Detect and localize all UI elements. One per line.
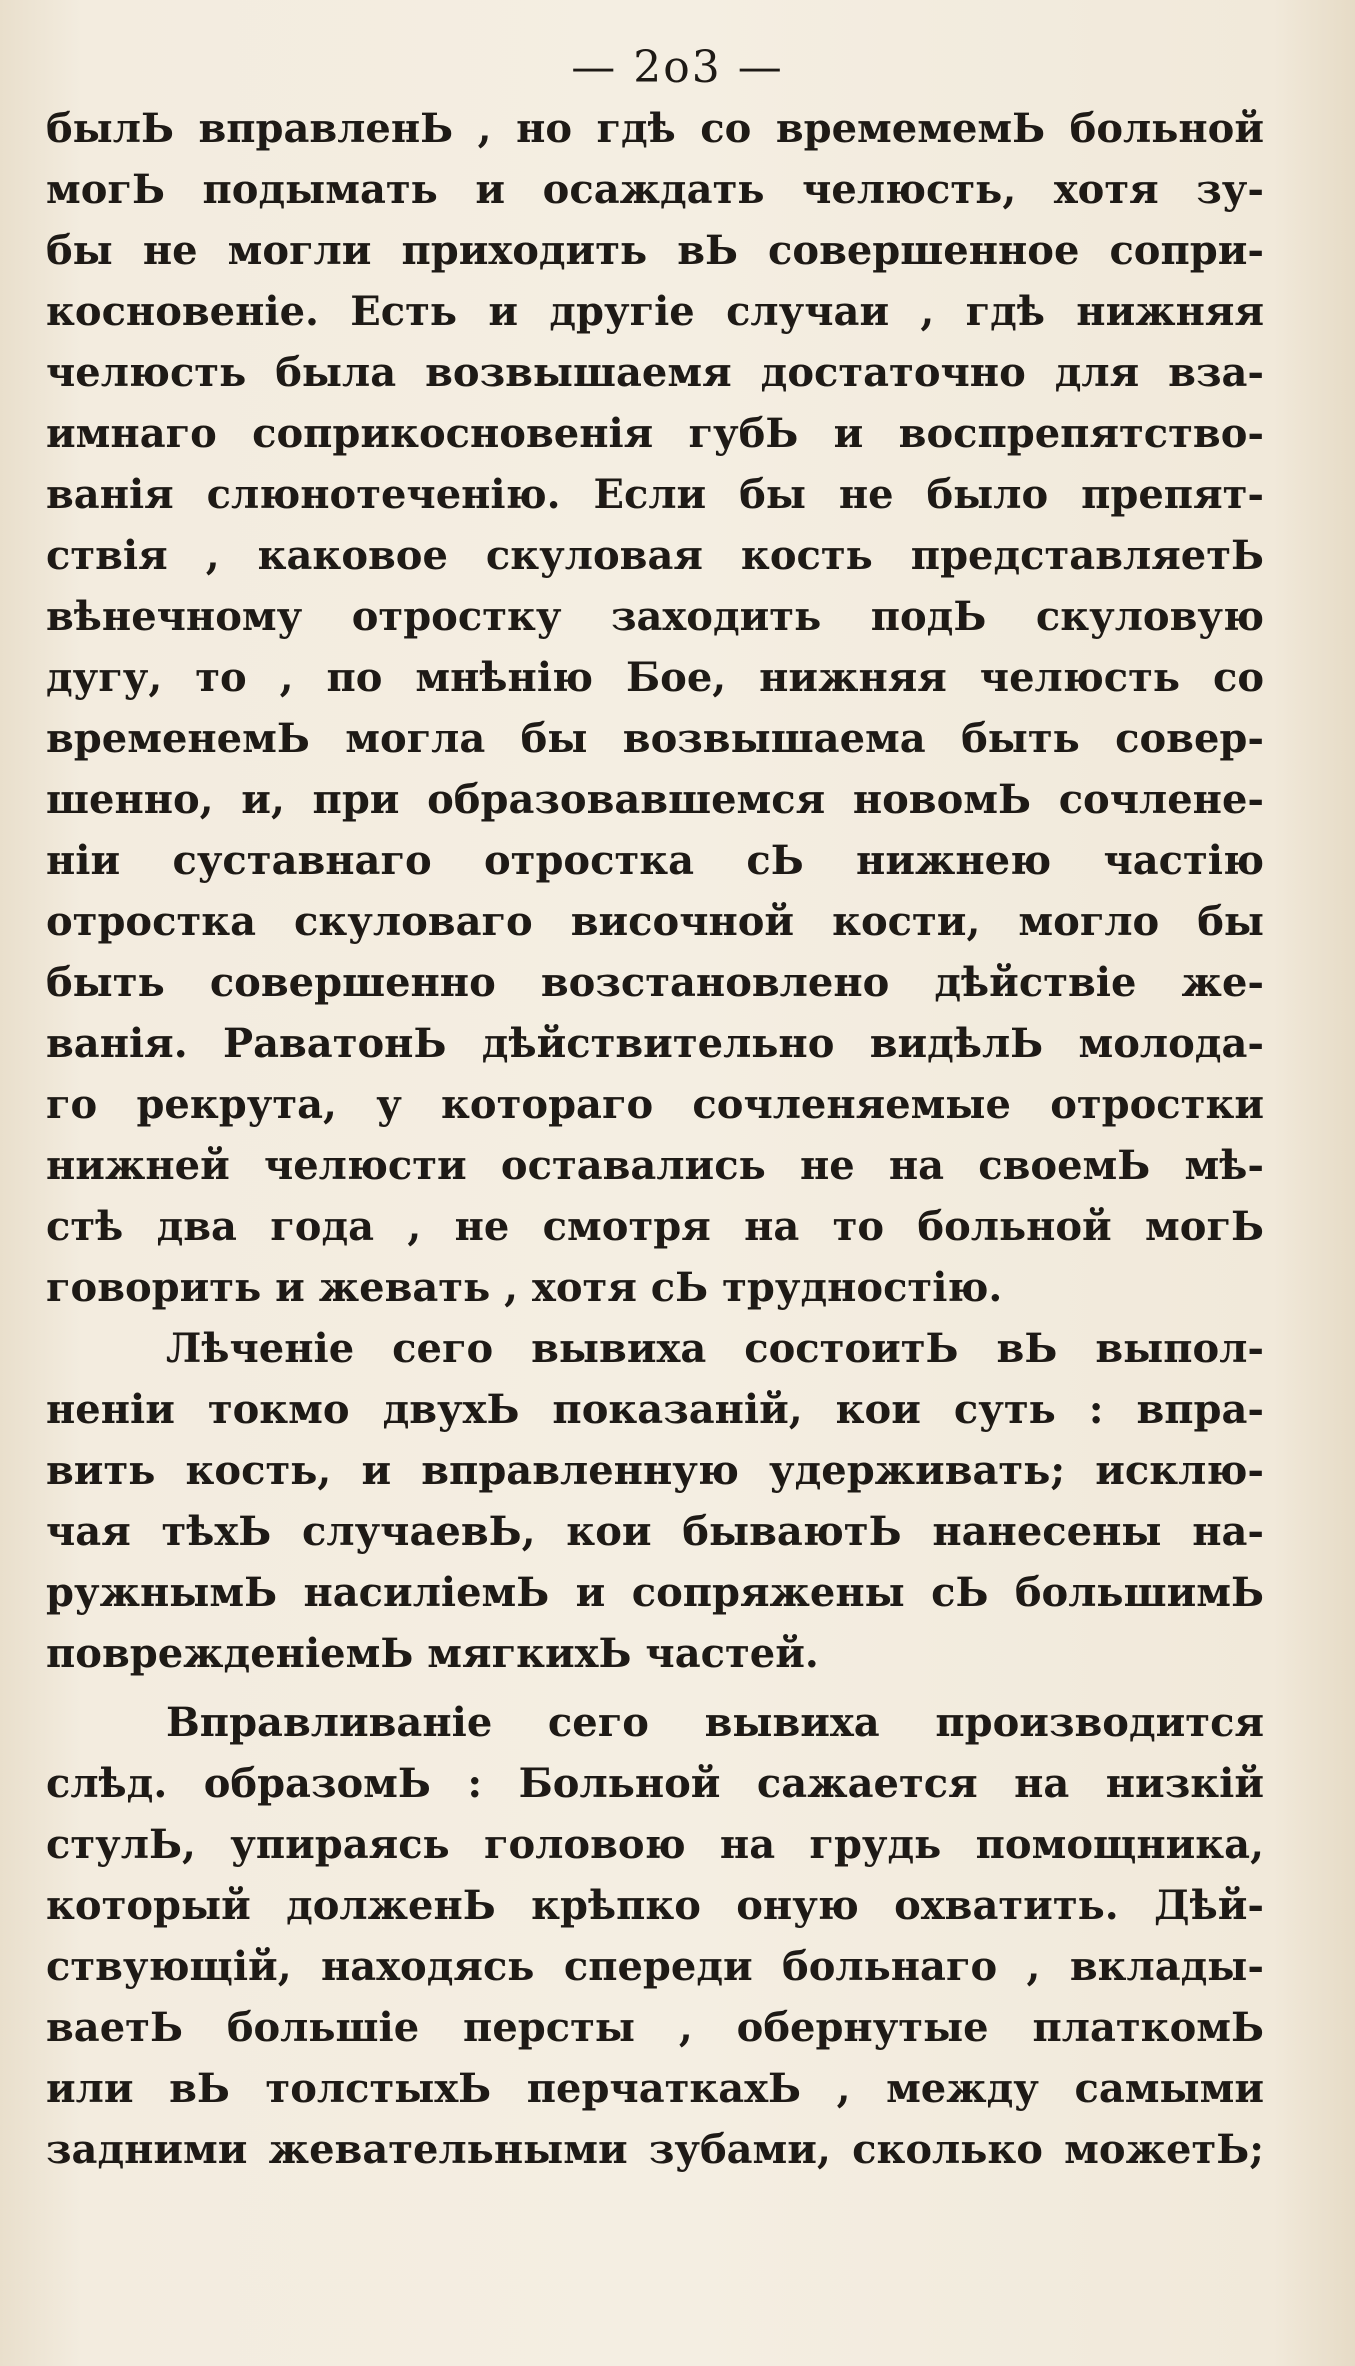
text-line: чая тѣхЬ случаевЬ, кои бываютЬ нанесены на- [46,1508,1264,1555]
text-line: ваетЬ большіе персты , обернутые платкомЬ [46,2004,1264,2051]
page-body [46,98,1264,2180]
paragraph-3 [46,1692,1264,2180]
text-line: былЬ вправленЬ , но гдѣ со времемемЬ больной [46,105,1264,152]
text-line: который долженЬ крѣпко оную охватить. Дѣй- [46,1882,1264,1929]
paragraph-1 [46,98,1264,1318]
text-line: бы не могли приходить вЬ совершенное сопри- [46,227,1264,274]
page-number-header: — 2о3 — [571,42,784,93]
text-line: Лѣченіе сего вывиха состоитЬ вЬ выпол- [166,1325,1264,1372]
text-line: ружнымЬ насиліемЬ и сопряжены сЬ большимЬ [46,1569,1264,1616]
text-line: го рекрута, у котораго сочленяемые отростки [46,1081,1264,1128]
text-line: ванія слюнотеченію. Если бы не было препят- [46,471,1264,518]
text-line: могЬ подымать и осаждать челюсть, хотя зу- [46,166,1264,213]
text-line: ніи суставнаго отростка сЬ нижнею частію [46,837,1264,884]
text-line: челюсть была возвышаемя достаточно для вза- [46,349,1264,396]
text-line: временемЬ могла бы возвышаема быть совер- [46,715,1264,762]
text-line: стѣ два года , не смотря на то больной могЬ [46,1203,1264,1250]
text-line: слѣд. образомЬ : Больной сажается на низкій [46,1760,1264,1807]
paragraph-gap [46,1684,1264,1692]
text-line: Вправливаніе сего вывиха производится [166,1699,1264,1746]
paragraph-2 [46,1318,1264,1684]
text-line: неніи токмо двухЬ показаній, кои суть : впра- [46,1386,1264,1433]
text-line: поврежденіемЬ мягкихЬ частей. [46,1630,819,1677]
text-line: имнаго соприкосновенія губЬ и воспрепятство- [46,410,1264,457]
text-line: стулЬ, упираясь головою на грудь помощника, [46,1821,1264,1868]
text-line: быть совершенно возстановлено дѣйствіе же- [46,959,1264,1006]
text-line: вить кость, и вправленную удерживать; исклю- [46,1447,1264,1494]
text-line: ванія. РаватонЬ дѣйствительно видѣлЬ молода- [46,1020,1264,1067]
text-line: шенно, и, при образовавшемся новомЬ сочлене- [46,776,1264,823]
text-line: вѣнечному отростку заходить подЬ скуловую [46,593,1264,640]
text-line: косновеніе. Есть и другіе случаи , гдѣ нижняя [46,288,1264,335]
text-line: нижней челюсти оставались не на своемЬ мѣ- [46,1142,1264,1189]
text-line: ствія , каковое скуловая кость представляетЬ [46,532,1264,579]
text-line: задними жевательными зубами, сколько можетЬ; [46,2126,1264,2173]
text-line: или вЬ толстыхЬ перчаткахЬ , между самыми [46,2065,1264,2112]
text-line: говорить и жевать , хотя сЬ трудностію. [46,1264,1003,1311]
text-line: дугу, то , по мнѣнію Бое, нижняя челюсть со [46,654,1264,701]
text-line: ствующій, находясь спереди больнаго , вклады- [46,1943,1264,1990]
text-line: отростка скуловаго височной кости, могло бы [46,898,1264,945]
